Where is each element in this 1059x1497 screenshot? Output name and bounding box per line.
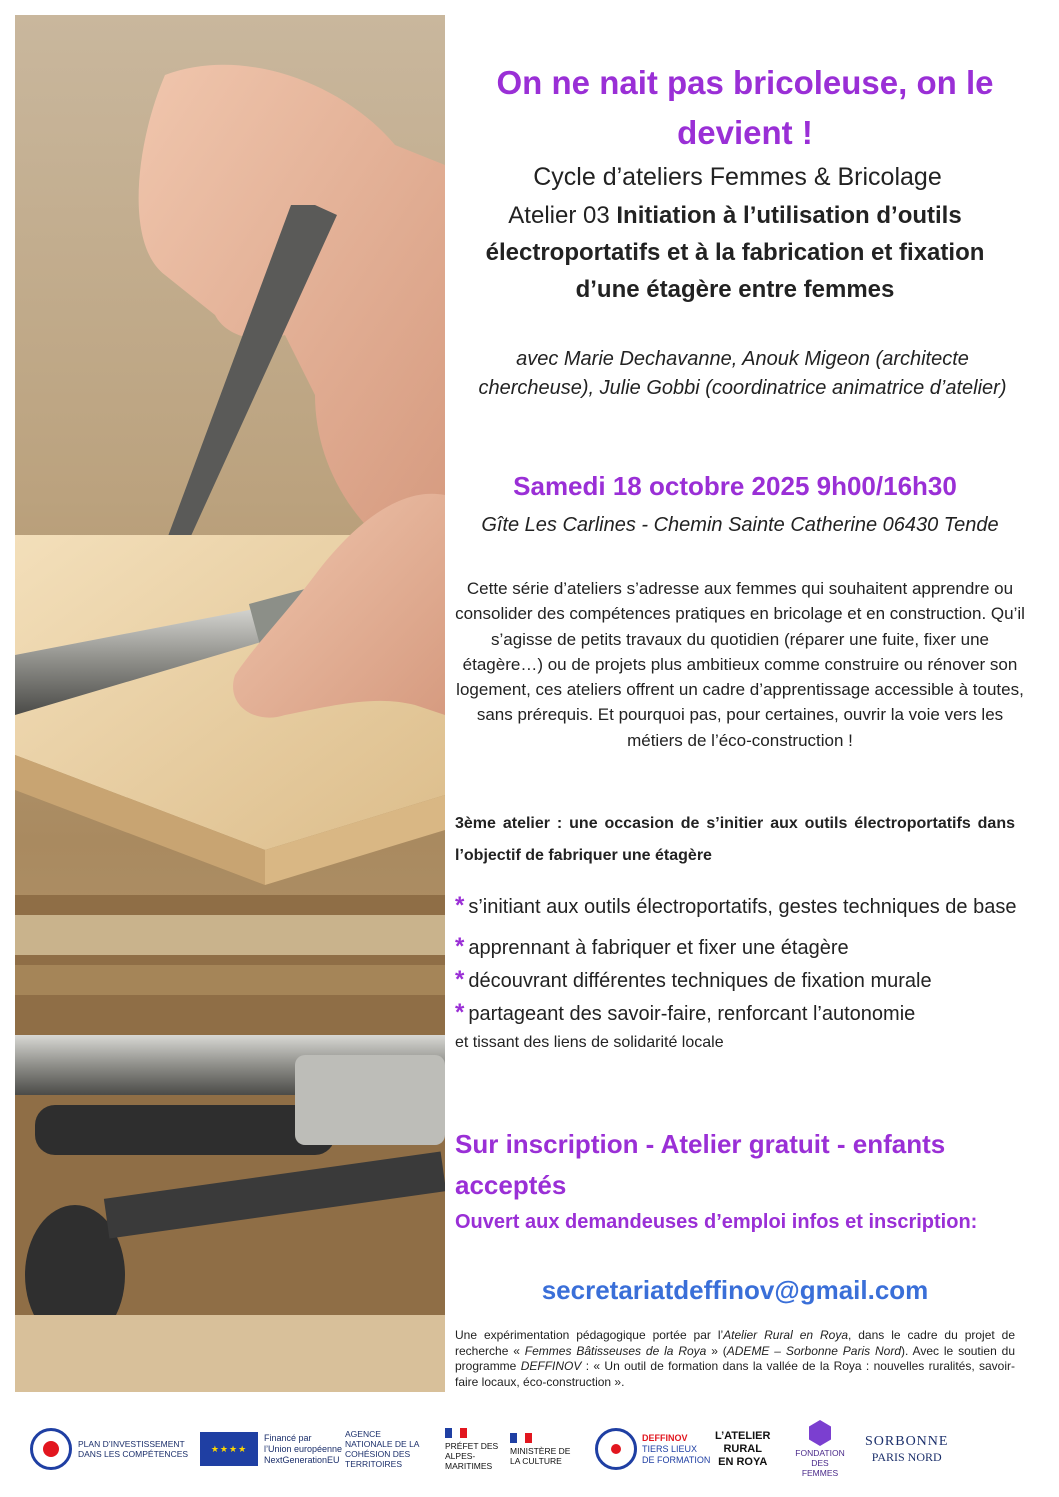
hexagon-icon [809, 1420, 831, 1446]
workshop-photo [15, 15, 445, 1392]
logo-sorbonne [865, 1418, 948, 1480]
logo-anct [345, 1418, 425, 1480]
third-atelier-intro: 3ème atelier : une occasion de s’initier aux outils électroportatifs dans l’objectif de fabriquer une étagère [455, 815, 1015, 864]
list-item [455, 890, 1030, 923]
note-text: Une expérimentation pédagogique portée par l’ [455, 1328, 724, 1342]
logo-fondation [795, 1418, 845, 1480]
footnote [455, 1328, 1015, 1390]
logo-prefet [445, 1418, 505, 1480]
bullet-list [455, 890, 1030, 1056]
logo-ministere [510, 1418, 575, 1480]
deffinov-line: TIERS LIEUX [642, 1443, 698, 1454]
atelier-number: Atelier 03 [508, 202, 610, 229]
partner-logos [30, 1418, 1040, 1488]
note-text: , dans le cadre du projet de recherche « [455, 1328, 1015, 1358]
marianne-icon [510, 1433, 532, 1443]
eu-flag-icon: ★★★★ [200, 1432, 258, 1466]
ministere-text: MINISTÈRE DE LA CULTURE [510, 1445, 571, 1466]
atelier-line: EN ROYA [718, 1455, 768, 1468]
eu-text [264, 1433, 342, 1466]
bullet-star: * [455, 892, 465, 919]
note-text: » ( [706, 1343, 727, 1358]
prefet-text: PRÉFET DES ALPES-MARITIMES [445, 1440, 499, 1471]
logo-eu [200, 1418, 342, 1480]
logo-deffinov [595, 1418, 710, 1480]
note-text: : « Un outil de formation dans la vallée de la Roya : nouvelles ruralités, savoir-faire locaux, éco-construction ». [455, 1359, 1016, 1389]
description: Cette série d’ateliers s’adresse aux femmes qui souhaitent apprendre ou consolider des compétences pratiques en bricolage et en construction. Qu’il s’agisse de petits travaux du quotidien (réparer une fuite, fixer une étagère…) ou de projets plus ambitieux comme construire ou rénover son logement, ces ateliers offrent un cadre d’apprentissage accessible à toutes, sans prérequis. Et pourquoi pas, pour certaines, ouvrir la voie vers les métiers de l’éco-construction ! [455, 579, 1025, 750]
logo-atelier-rural [715, 1418, 770, 1480]
bullet-star: * [455, 999, 465, 1026]
atelier-line: RURAL [723, 1442, 762, 1455]
page-title: On ne nait pas bricoleuse, on le devient ! [496, 64, 994, 151]
logo-pic [30, 1418, 193, 1480]
eu-line: l’Union européenne [264, 1443, 343, 1454]
list-item [455, 997, 1030, 1030]
atelier-line: L’ATELIER [715, 1429, 771, 1442]
eu-line: NextGenerationEU [264, 1454, 340, 1465]
photo-illustration [15, 15, 445, 1392]
note-text: ). Avec le soutien du programme [455, 1343, 1015, 1373]
deffinov-line: DE FORMATION [642, 1454, 711, 1465]
cycle-subtitle: Cycle d’ateliers Femmes & Bricolage [533, 163, 942, 191]
fondation-text: FONDATION DES FEMMES [795, 1448, 845, 1478]
bullet-text: partageant des savoir-faire, renforcant l’autonomie [468, 1003, 916, 1025]
note-project: Femmes Bâtisseuses de la Roya [524, 1343, 707, 1358]
bullet-tail: et tissant des liens de solidarité locale [455, 1034, 724, 1051]
marianne-icon [445, 1428, 467, 1438]
event-location: Gîte Les Carlines - Chemin Sainte Catherine 06430 Tende [481, 514, 999, 536]
atelier-heading [470, 197, 1000, 308]
note-program: DEFFINOV [520, 1359, 582, 1373]
event-date: Samedi 18 octobre 2025 9h00/16h30 [513, 471, 957, 501]
note-partners: ADEME – Sorbonne Paris Nord [726, 1343, 901, 1358]
bullet-star: * [455, 933, 465, 960]
deffinov-circle-icon [595, 1428, 637, 1470]
pic-text: PLAN D’INVESTISSEMENT DANS LES COMPÉTENCES [78, 1439, 189, 1459]
note-org: Atelier Rural en Roya [723, 1328, 848, 1342]
job-seekers-info: Ouvert aux demandeuses d’emploi infos et inscription: [455, 1211, 978, 1233]
list-item [455, 931, 1030, 964]
atelier-title: Initiation à l’utilisation d’outils électroportatifs et à la fabrication et fixation d’une étagère entre femmes [485, 202, 985, 303]
sorbonne-line: PARIS NORD [871, 1449, 942, 1464]
bullet-star: * [455, 966, 465, 993]
contact-email-link[interactable]: secretariatdeffinov@gmail.com [541, 1275, 929, 1305]
eu-line: Financé par [264, 1432, 312, 1443]
deffinov-line: DEFFINOV [642, 1432, 688, 1443]
bullet-text: s’initiant aux outils électroportatifs, gestes techniques de base [468, 896, 1017, 918]
speakers: avec Marie Dechavanne, Anouk Migeon (architecte chercheuse), Julie Gobbi (coordinatrice animatrice d’atelier) [478, 348, 1007, 399]
anct-text: AGENCE NATIONALE DE LA COHÉSION DES TERRITOIRES [345, 1429, 420, 1469]
bullet-text: découvrant différentes techniques de fixation murale [468, 970, 932, 992]
pic-circle-icon [30, 1428, 72, 1470]
bullet-text: apprennant à fabriquer et fixer une étagère [468, 937, 849, 959]
deffinov-text [642, 1433, 710, 1466]
sorbonne-line: SORBONNE [865, 1433, 949, 1449]
list-item [455, 964, 1030, 997]
registration-heading: Sur inscription - Atelier gratuit - enfants acceptés [455, 1129, 946, 1200]
